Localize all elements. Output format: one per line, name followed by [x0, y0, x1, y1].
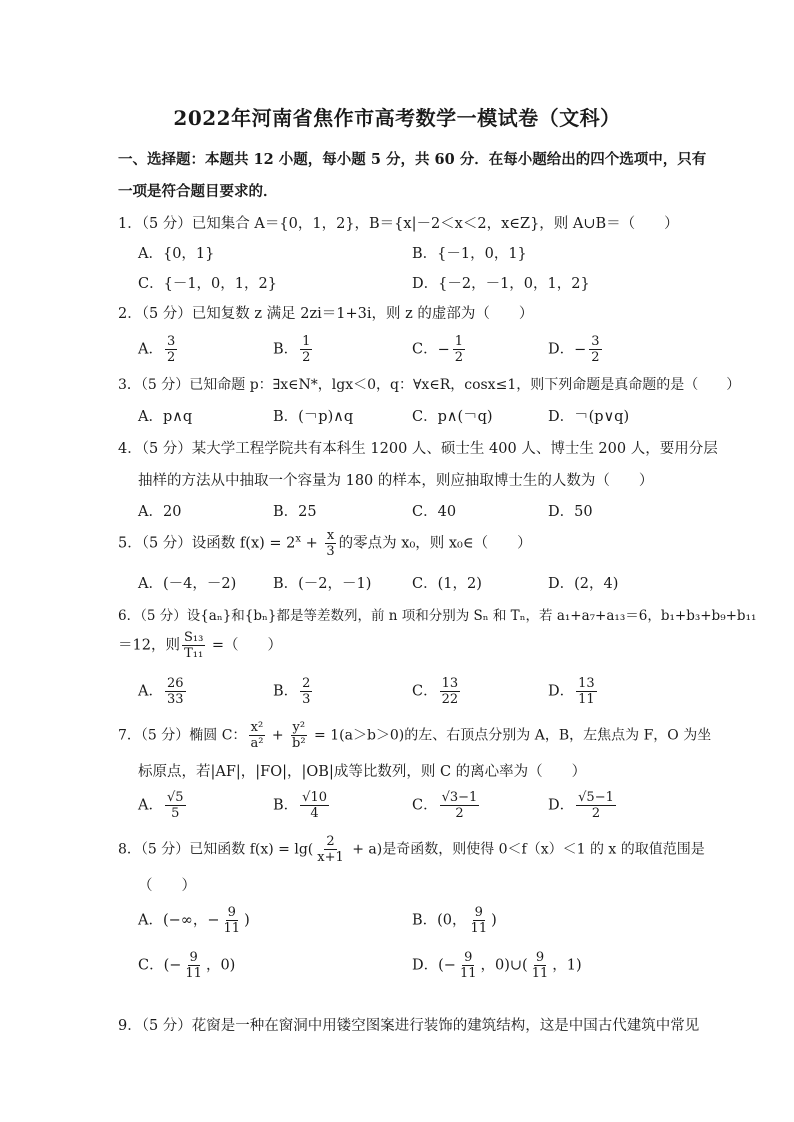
- q6-option-a: A． $\frac{26}{33}$: [138, 676, 184, 707]
- section-heading-line2: 一项是符合题目要求的．: [118, 183, 278, 200]
- exam-title: 2022年河南省焦作市高考数学一模试卷（文科）: [173, 106, 621, 130]
- q5-option-d: D．(2，4): [548, 576, 619, 592]
- q2-option-d: D．− $\frac{3}{2}$: [548, 334, 600, 365]
- q6-option-d: D． $\frac{13}{11}$: [548, 676, 595, 707]
- q7-stem-line2: 标原点，若|AF|，|FO|，|OB|成等比数列，则 C 的离心率为（ ）: [138, 764, 587, 780]
- q4-stem-line1: 4．（5 分）某大学工程学院共有本科生 1200 人、硕士生 400 人、博士生 200 人，要用分层: [118, 441, 718, 457]
- q9-stem: 9．（5 分）花窗是一种在窗洞中用镂空图案进行装饰的建筑结构，这是中国古代建筑中常见: [118, 1018, 700, 1034]
- q2-option-b: B． $\frac{1}{2}$: [273, 334, 311, 365]
- q4-stem-line2: 抽样的方法从中抽取一个容量为 180 的样本，则应抽取博士生的人数为（ ）: [138, 473, 654, 489]
- q5-option-c: C．(1，2): [412, 576, 482, 592]
- q6-option-c: C． $\frac{13}{22}$: [412, 676, 459, 707]
- q6-stem-line2: ＝12，则 $\frac{\text{S₁₃}}{\text{T₁₁}}$ =（ ）: [118, 630, 283, 661]
- q6-option-b: B． $\frac{2}{3}$: [273, 676, 311, 707]
- q1-stem: 1．（5 分）已知集合 A＝{0，1，2}，B＝{x|－2＜x＜2，x∈Z}，则 A∪B＝（ ）: [118, 216, 679, 232]
- q8-option-a: A．(−∞，− $\frac{9}{11}$ ): [138, 905, 250, 936]
- q7-option-b: B． $\frac{√10}{4}$: [273, 790, 327, 821]
- q8-option-d: D．(− $\frac{9}{11}$ ，0)∪( $\frac{9}{11}$ ，1): [412, 950, 582, 981]
- q2-stem: 2．（5 分）已知复数 z 满足 2zi＝1+3i，则 z 的虚部为（ ）: [118, 306, 534, 322]
- q1-option-a: A．{0，1}: [138, 246, 215, 262]
- q4-option-a: A．20: [138, 504, 182, 520]
- q5-option-b: B．(－2，－1): [273, 576, 372, 592]
- q4-option-d: D．50: [548, 504, 593, 520]
- q7-option-a: A． $\frac{√5}{5}$: [138, 790, 184, 821]
- q3-option-c: C．p∧(￢q): [412, 409, 493, 425]
- q7-option-c: C． $\frac{√3-1}{2}$: [412, 790, 478, 821]
- q1-option-d: D．{－2，－1，0，1，2}: [412, 276, 590, 292]
- q5-stem: 5．（5 分）设函数 $f(x) = 2^x$ + $\frac{x}{3}$ 的零点为 x₀，则 x₀∈（ ）: [118, 528, 532, 559]
- q3-stem: 3．（5 分）已知命题 p：∃x∈N*，lgx＜0，q：∀x∈R，cosx≤1，则下列命题是真命题的是（ ）: [118, 377, 741, 393]
- q6-stem-line1: 6．（5 分）设{aₙ}和{bₙ}都是等差数列，前 n 项和分别为 Sₙ 和 Tₙ，若 a₁+a₇+a₁₃＝6，b₁+b₃+b₉+b₁₁: [118, 608, 757, 624]
- q1-option-b: B．{－1，0，1}: [412, 246, 527, 262]
- section-heading-line1: 一、选择题：本题共 12 小题，每小题 5 分，共 60 分．在每小题给出的四个选项中，只有: [118, 151, 707, 168]
- q8-stem-line2: （ ）: [138, 878, 196, 894]
- q2-option-a: A． $\frac{3}{2}$: [138, 334, 176, 365]
- q7-stem-line1: 7．（5 分）椭圆 C： $\frac{\text{x²}}{\text{a²}}$ + $\frac{\text{y²}}{\text{b²}}$ = 1(a＞b＞0)的左、右顶点分别为 A，B，左焦点为 F，O 为坐: [118, 720, 712, 751]
- q3-option-b: B．(￢p)∧q: [273, 409, 354, 425]
- q3-option-a: A．p∧q: [138, 409, 193, 425]
- q4-option-c: C．40: [412, 504, 457, 520]
- q8-stem-line1: 8．（5 分）已知函数 f(x) = lg( $\frac{2}{x+1}$ + a)是奇函数，则使得 0＜f（x）＜1 的 x 的取值范围是: [118, 834, 705, 865]
- q8-option-c: C．(− $\frac{9}{11}$ ，0): [138, 950, 236, 981]
- q7-option-d: D． $\frac{√5-1}{2}$: [548, 790, 614, 821]
- q3-option-d: D．￢(p∨q): [548, 409, 630, 425]
- q8-option-b: B．(0， $\frac{9}{11}$ ): [412, 905, 497, 936]
- q2-option-c: C．− $\frac{1}{2}$: [412, 334, 464, 365]
- q1-option-c: C．{－1，0，1，2}: [138, 276, 277, 292]
- q4-option-b: B．25: [273, 504, 317, 520]
- q5-option-a: A．(－4，－2): [138, 576, 237, 592]
